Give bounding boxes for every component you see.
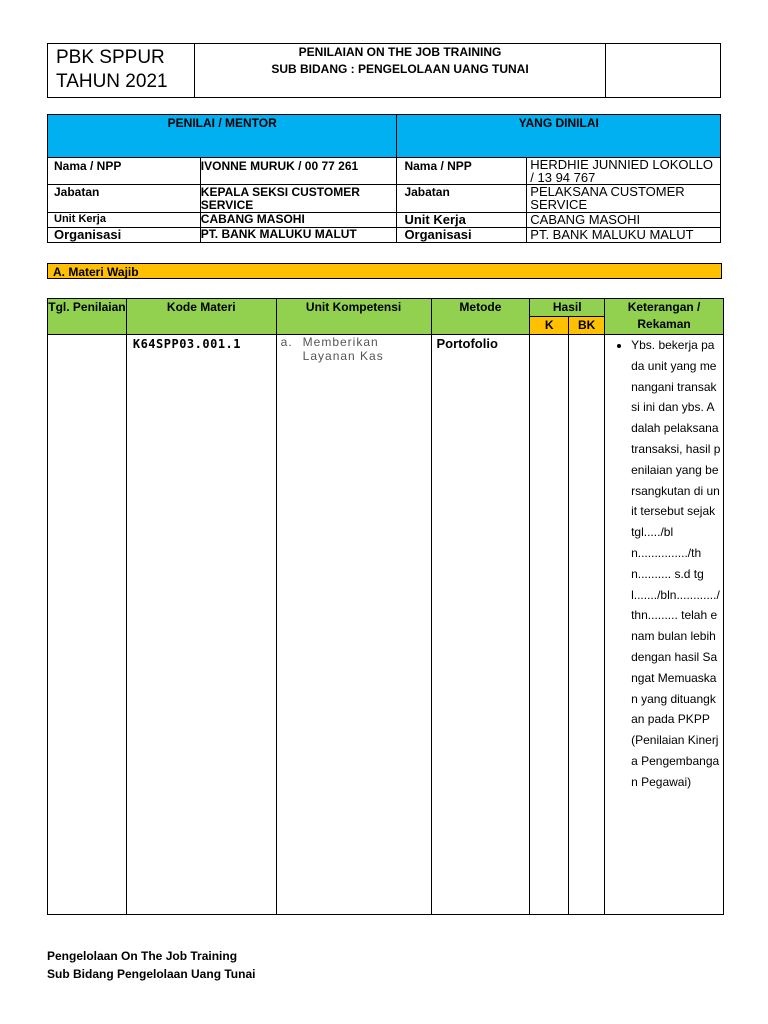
cell-bk xyxy=(569,335,605,915)
table-row xyxy=(48,335,724,915)
mentor-value: PT. BANK MALUKU MALUT xyxy=(200,228,397,243)
assessment-table xyxy=(47,298,724,915)
mentor-value: KEPALA SEKSI CUSTOMER SERVICE xyxy=(200,185,397,213)
assessed-value: HERDHIE JUNNIED LOKOLLO / 13 94 767 xyxy=(527,158,721,185)
header-title-cell xyxy=(195,44,606,98)
assessed-label: Nama / NPP xyxy=(397,158,527,185)
mentor-value: IVONNE MURUK / 00 77 261 xyxy=(200,158,397,185)
mentor-label: Unit Kerja xyxy=(48,213,201,228)
unit-marker: a. xyxy=(280,335,293,349)
mentor-label: Jabatan xyxy=(48,185,201,213)
cell-kode: K64SPP03.001.1 xyxy=(126,335,276,915)
header-table xyxy=(47,43,721,98)
header-empty-cell xyxy=(606,44,721,98)
mentor-table xyxy=(47,114,721,243)
col-header-tgl: Tgl. Penilaian xyxy=(48,299,127,335)
col-header-k: K xyxy=(530,317,569,335)
assessed-value: PT. BANK MALUKU MALUT xyxy=(527,228,721,243)
assessed-label: Jabatan xyxy=(397,185,527,213)
mentor-label: Nama / NPP xyxy=(48,158,201,185)
cell-keterangan xyxy=(605,335,724,915)
header-title-line1: PENILAIAN ON THE JOB TRAINING xyxy=(298,45,502,59)
mentor-row-organisasi xyxy=(48,228,721,243)
col-header-keterangan: Keterangan / Rekaman xyxy=(605,299,724,335)
cell-k xyxy=(530,335,569,915)
mentor-row-jabatan xyxy=(48,185,721,213)
mentor-row-nama xyxy=(48,158,721,185)
header-left-line2: TAHUN 2021 xyxy=(56,71,168,92)
footer-line1: Pengelolaan On The Job Training xyxy=(47,949,238,963)
cell-tgl xyxy=(48,335,127,915)
col-header-unit: Unit Kompetensi xyxy=(276,299,431,335)
header-year-cell xyxy=(48,44,195,98)
assessed-value: PELAKSANA CUSTOMER SERVICE xyxy=(527,185,721,213)
col-header-bk: BK xyxy=(569,317,605,335)
footer xyxy=(47,947,255,983)
section-a-title: A. Materi Wajib xyxy=(47,263,722,279)
assessed-header: YANG DINILAI xyxy=(397,115,721,158)
mentor-value: CABANG MASOHI xyxy=(200,213,397,228)
unit-text: Memberikan Layanan Kas xyxy=(302,335,384,363)
keterangan-list xyxy=(605,335,721,793)
cell-metode: Portofolio xyxy=(431,335,530,915)
mentor-row-unit xyxy=(48,213,721,228)
header-left-line1: PBK SPPUR xyxy=(56,47,165,68)
assessed-label: Unit Kerja xyxy=(397,213,527,228)
footer-line2: Sub Bidang Pengelolaan Uang Tunai xyxy=(47,967,256,981)
header-title-line2: SUB BIDANG : PENGELOLAAN UANG TUNAI xyxy=(271,62,529,76)
mentor-label: Organisasi xyxy=(48,228,201,243)
cell-unit xyxy=(276,335,431,915)
keterangan-item: • Ybs. bekerja pada unit yang menangani transaksi ini dan ybs. Adalah pelaksana transaksi, hasil penilaian yang bersangkutan di unit tersebut sejak tgl...../bln.............../thn.......... s.d tgl......./bln............/thn......... telah enam bulan lebih dengan hasil Sangat Memuaskan yang dituangkan pada PKPP (Penilaian Kinerja Pengembangan Pegawai) xyxy=(631,335,721,793)
assessed-value: CABANG MASOHI xyxy=(527,213,721,228)
col-header-kode: Kode Materi xyxy=(126,299,276,335)
col-header-hasil: Hasil xyxy=(530,299,605,317)
mentor-header: PENILAI / MENTOR xyxy=(48,115,397,158)
assessed-label: Organisasi xyxy=(397,228,527,243)
col-header-metode: Metode xyxy=(431,299,530,335)
